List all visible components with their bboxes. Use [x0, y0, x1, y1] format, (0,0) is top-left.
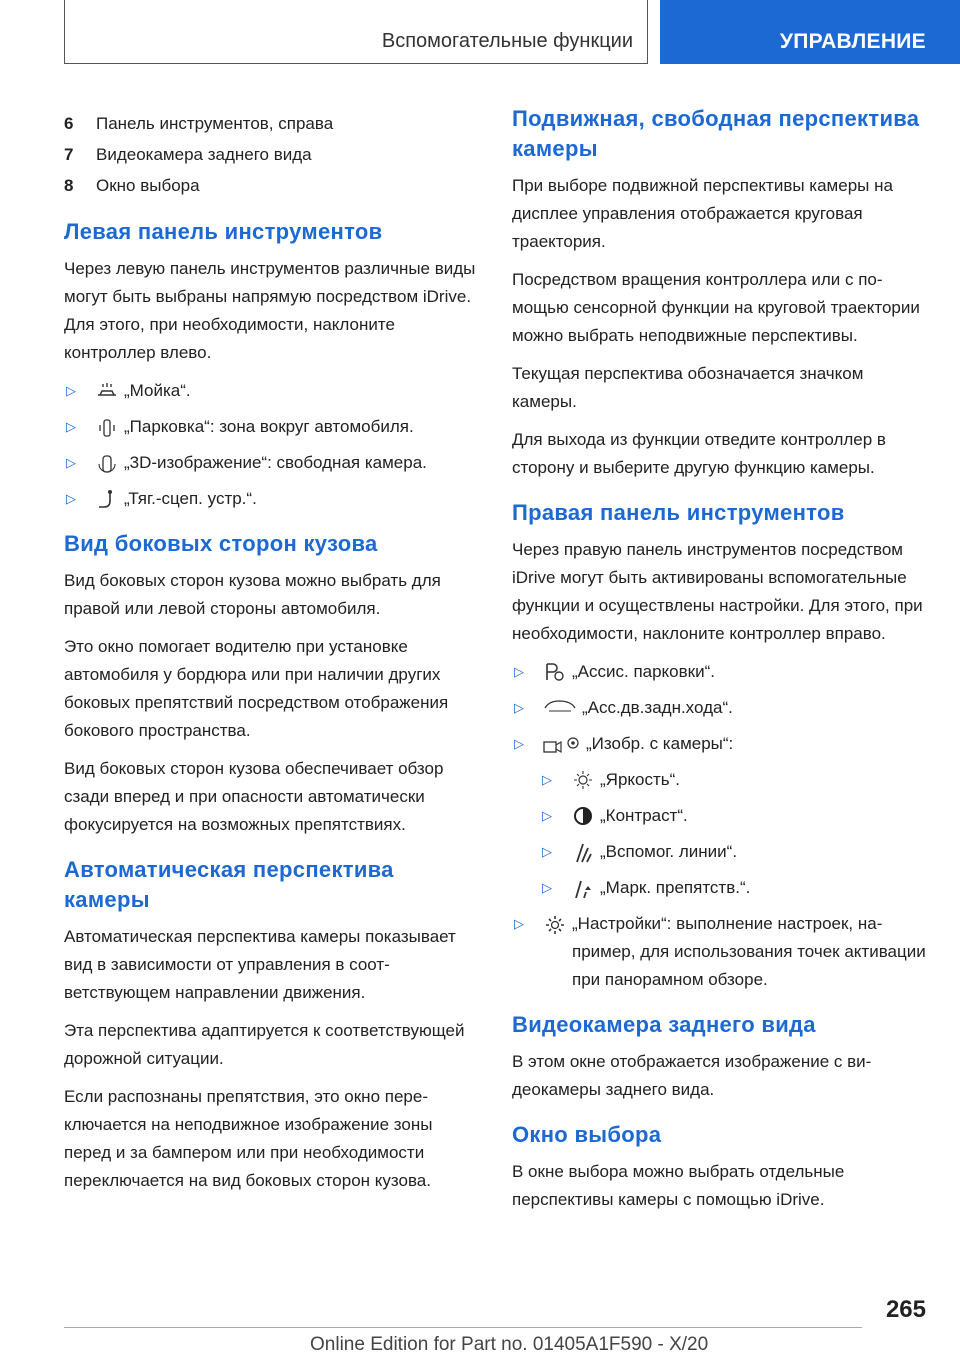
heading-left-panel: Левая панель инструментов [64, 219, 383, 244]
numbered-item: 8 Окно выбора [64, 176, 200, 195]
heading-side-view: Вид боковых сторон кузова [64, 531, 378, 556]
3d-view-icon [90, 449, 124, 475]
paragraph: Посредством вращения контроллера или с помощью сенсорной функции на круговой траектории можно выбрать неподвижные перспективы. [512, 270, 920, 345]
header-section-box [64, 0, 648, 64]
triangle-bullet-icon: ▷ [66, 455, 76, 470]
list-item: ▷ „Парковка“: зона вокруг автомобиля. [64, 413, 480, 441]
triangle-bullet-icon: ▷ [66, 419, 76, 434]
paragraph: Для выхода из функции отведите контроллер в сторону и выберите другую функцию камеры. [512, 430, 886, 477]
list-item: ▷ „Изобр. с камеры“: [512, 730, 928, 758]
footer-edition: Online Edition for Part no. 01405A1F590 - X/20 [310, 1334, 709, 1355]
paragraph: При выборе подвижной перспективы камеры на дисплее управления отображается круговая траектория. [512, 176, 893, 251]
footer-divider [64, 1327, 862, 1328]
heading-right-panel: Правая панель инструментов [512, 500, 845, 525]
paragraph: Автоматическая перспектива камеры показывает вид в зависимости от управления в соответствующем направлении движения. [64, 927, 456, 1002]
left-column [64, 108, 480, 1205]
triangle-bullet-icon: ▷ [542, 844, 552, 859]
numbered-item: 7 Видеокамера заднего вида [64, 145, 312, 164]
paragraph: Через правую панель инструментов посредством iDrive могут быть активированы вспомогательные функции и осуществлены настройки. Для этого, при необходимости, наклоните контроллер вправо. [512, 540, 923, 643]
header-section-title: Вспомогательные функции [381, 30, 633, 52]
sub-list-item: ▷ „Марк. препятств.“. [540, 874, 928, 902]
obstacle-marking-icon [566, 874, 600, 900]
paragraph: Через левую панель инструментов различные виды могут быть выбраны напрямую посредством iDrive. Для этого, при необходимости, наклоните контроллер влево. [64, 259, 476, 362]
car-wash-icon [90, 377, 124, 399]
list-item: ▷ „Тяг.-сцеп. устр.“. [64, 485, 480, 513]
heading-auto-perspective: Автоматическая перспектива камеры [64, 857, 394, 912]
brightness-icon [566, 766, 600, 790]
triangle-bullet-icon: ▷ [514, 664, 524, 679]
parking-assist-icon [538, 658, 572, 682]
guide-lines-icon [566, 838, 600, 864]
heading-free-perspective: Подвижная, свободная перспектива камеры [512, 106, 920, 161]
list-item: ▷ „Мойка“. [64, 377, 480, 405]
paragraph: Эта перспектива адаптируется к соответствующей дорожной ситуации. [64, 1021, 465, 1068]
contrast-icon [566, 802, 600, 826]
triangle-bullet-icon: ▷ [66, 491, 76, 506]
paragraph: Вид боковых сторон кузова можно выбрать для правой или левой стороны автомобиля. [64, 571, 441, 618]
triangle-bullet-icon: ▷ [542, 772, 552, 787]
paragraph: В этом окне отображается изображение с видеокамеры заднего вида. [512, 1052, 872, 1099]
header-chapter-tab [660, 0, 960, 64]
list-item: ▷ „3D-изображение“: свободная камера. [64, 449, 480, 477]
triangle-bullet-icon: ▷ [542, 808, 552, 823]
sub-list-item: ▷ „Яркость“. [540, 766, 928, 794]
heading-rear-camera: Видеокамера заднего вида [512, 1012, 816, 1037]
triangle-bullet-icon: ▷ [66, 383, 76, 398]
list-item: ▷ „Ассис. парковки“. [512, 658, 928, 686]
triangle-bullet-icon: ▷ [514, 916, 524, 931]
list-item: ▷ „Настройки“: выполнение настроек, например, для использования точек активации при панорамном обзоре. [512, 910, 928, 994]
paragraph: Если распознаны препятствия, это окно переключается на неподвижное изображение зоны перед и за бампером или при необходимости переключается на вид боковых сторон кузова. [64, 1087, 433, 1190]
list-item: ▷ „Асс.дв.задн.хода“. [512, 694, 928, 722]
camera-settings-icon [538, 730, 586, 756]
heading-selection-window: Окно выбора [512, 1122, 662, 1147]
triangle-bullet-icon: ▷ [542, 880, 552, 895]
right-column [512, 108, 928, 1224]
triangle-bullet-icon: ▷ [514, 736, 524, 751]
triangle-bullet-icon: ▷ [514, 700, 524, 715]
sub-list-item: ▷ „Контраст“. [540, 802, 928, 830]
paragraph: Это окно помогает водителю при установке автомобиля у бордюра или при наличии других боковых препятствий посредством отображения бокового пространства. [64, 637, 449, 740]
trailer-hitch-icon [90, 485, 124, 511]
paragraph: Вид боковых сторон кузова обеспечивает обзор сзади вперед и при опасности автоматически фокусируется на возможных препятствиях. [64, 759, 444, 834]
reversing-assist-icon [538, 694, 582, 714]
sub-list-item: ▷ „Вспомог. линии“. [540, 838, 928, 866]
parking-sensor-icon [90, 413, 124, 439]
page-number: 265 [885, 1296, 926, 1323]
numbered-item: 6 Панель инструментов, справа [64, 114, 334, 133]
header-chapter-title: УПРАВЛЕНИЕ [779, 30, 926, 53]
settings-gear-icon [538, 910, 572, 936]
paragraph: Текущая перспектива обозначается значком камеры. [512, 364, 864, 411]
paragraph: В окне выбора можно выбрать отдельные перспективы камеры с помощью iDrive. [512, 1162, 845, 1209]
